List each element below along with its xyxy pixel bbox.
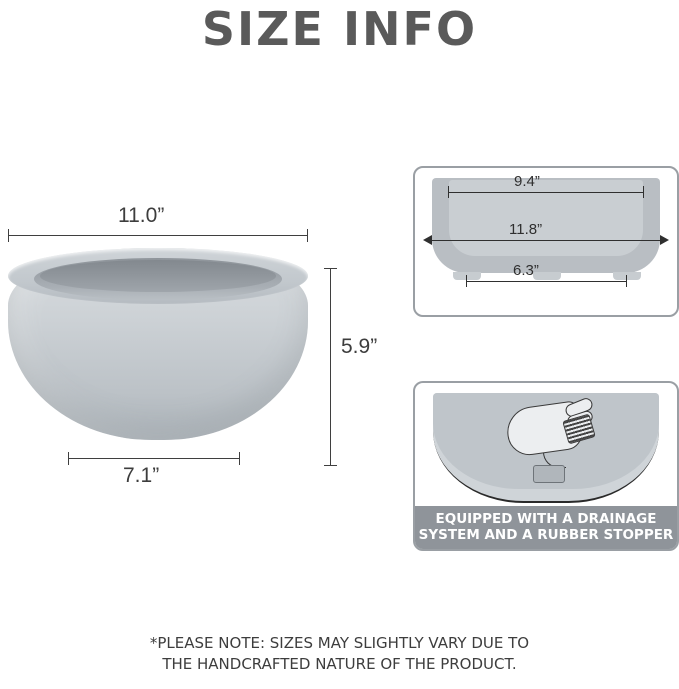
height-dimension-cap-bottom (324, 465, 337, 466)
main-product-illustration (0, 200, 400, 520)
side-middle-arrow-right (660, 235, 669, 245)
side-middle-dimension-line (431, 240, 661, 241)
side-bottom-cap-right (626, 275, 627, 287)
side-view-foot-left (453, 272, 481, 280)
bowl-interior-shadow (40, 260, 276, 292)
side-view-panel (413, 166, 679, 317)
width-dimension-line (8, 235, 308, 236)
height-dimension-cap-top (324, 268, 337, 269)
side-middle-dimension-label: 11.8” (509, 221, 543, 238)
drainage-caption (415, 506, 677, 549)
footer-note-line1: *PLEASE NOTE: SIZES MAY SLIGHTLY VARY DUE TO (149, 634, 530, 652)
side-bottom-dimension-label: 6.3” (513, 262, 539, 279)
base-dimension-line (68, 458, 240, 459)
base-dimension-label: 7.1” (123, 464, 160, 487)
side-bottom-dimension-line (466, 281, 626, 282)
drainage-caption-line1: EQUIPPED WITH A DRAINAGE (435, 511, 657, 527)
footer-note (0, 633, 679, 675)
page-title: SIZE INFO (201, 2, 478, 56)
height-dimension-label: 5.9” (341, 335, 378, 358)
base-dimension-cap-left (68, 452, 69, 465)
side-middle-arrow-left (423, 235, 432, 245)
side-top-dimension-line (448, 192, 643, 193)
side-view-foot-right (613, 272, 641, 280)
side-top-cap-right (643, 186, 644, 198)
base-dimension-cap-right (239, 452, 240, 465)
height-dimension-line (330, 268, 331, 466)
side-top-cap-left (448, 186, 449, 198)
side-top-dimension-label: 9.4” (514, 173, 540, 190)
footer-note-line2: THE HANDCRAFTED NATURE OF THE PRODUCT. (162, 655, 517, 673)
width-dimension-cap-left (8, 229, 9, 242)
rubber-stopper (533, 465, 565, 483)
width-dimension-label: 11.0” (118, 204, 165, 227)
side-bottom-cap-left (466, 275, 467, 287)
width-dimension-cap-right (307, 229, 308, 242)
drainage-caption-line2: SYSTEM AND A RUBBER STOPPER (418, 527, 674, 543)
drainage-feature-panel (413, 381, 679, 551)
